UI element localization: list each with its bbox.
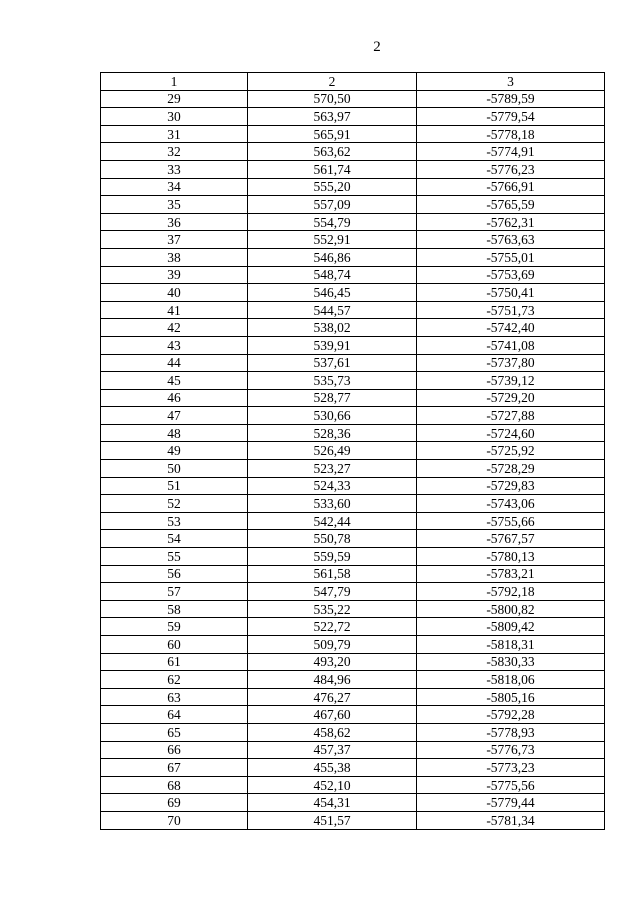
table-row [101, 636, 605, 654]
point-number-cell: 47 [101, 407, 248, 425]
header-row [101, 73, 605, 91]
x-value-cell: 523,27 [248, 460, 417, 478]
y-value-cell: -5775,56 [417, 776, 605, 794]
point-number-cell: 62 [101, 671, 248, 689]
table-row [101, 688, 605, 706]
x-value-cell: 528,77 [248, 389, 417, 407]
y-value-cell: -5778,18 [417, 125, 605, 143]
table-row [101, 160, 605, 178]
point-number-cell: 50 [101, 460, 248, 478]
x-value-cell: 533,60 [248, 495, 417, 513]
table-row [101, 248, 605, 266]
table-row [101, 231, 605, 249]
y-value-cell: -5755,66 [417, 512, 605, 530]
table-row [101, 759, 605, 777]
point-number-cell: 48 [101, 424, 248, 442]
table-row [101, 143, 605, 161]
y-value-cell: -5778,93 [417, 723, 605, 741]
page-number: 2 [373, 39, 381, 55]
x-value-cell: 458,62 [248, 723, 417, 741]
point-number-cell: 52 [101, 495, 248, 513]
x-value-cell: 522,72 [248, 618, 417, 636]
x-value-cell: 484,96 [248, 671, 417, 689]
x-value-cell: 493,20 [248, 653, 417, 671]
y-value-cell: -5773,23 [417, 759, 605, 777]
point-number-cell: 65 [101, 723, 248, 741]
x-value-cell: 476,27 [248, 688, 417, 706]
point-number-cell: 61 [101, 653, 248, 671]
table-row [101, 424, 605, 442]
x-value-cell: 535,73 [248, 372, 417, 390]
table-row [101, 442, 605, 460]
table-row [101, 512, 605, 530]
x-value-cell: 530,66 [248, 407, 417, 425]
table-row [101, 530, 605, 548]
y-value-cell: -5783,21 [417, 565, 605, 583]
y-value-cell: -5727,88 [417, 407, 605, 425]
table-row [101, 477, 605, 495]
table-row [101, 741, 605, 759]
point-number-cell: 59 [101, 618, 248, 636]
y-value-cell: -5779,44 [417, 794, 605, 812]
point-number-cell: 53 [101, 512, 248, 530]
y-value-cell: -5781,34 [417, 811, 605, 829]
table-row [101, 336, 605, 354]
table-row [101, 213, 605, 231]
y-value-cell: -5729,83 [417, 477, 605, 495]
point-number-cell: 67 [101, 759, 248, 777]
x-value-cell: 546,45 [248, 284, 417, 302]
x-value-cell: 552,91 [248, 231, 417, 249]
y-value-cell: -5737,80 [417, 354, 605, 372]
table-row [101, 548, 605, 566]
point-number-cell: 44 [101, 354, 248, 372]
table-row [101, 794, 605, 812]
table-row [101, 811, 605, 829]
y-value-cell: -5800,82 [417, 600, 605, 618]
y-value-cell: -5792,28 [417, 706, 605, 724]
x-value-cell: 547,79 [248, 583, 417, 601]
table-row [101, 196, 605, 214]
x-value-cell: 451,57 [248, 811, 417, 829]
y-value-cell: -5805,16 [417, 688, 605, 706]
x-value-cell: 524,33 [248, 477, 417, 495]
table-row [101, 723, 605, 741]
x-value-cell: 559,59 [248, 548, 417, 566]
point-number-cell: 41 [101, 301, 248, 319]
point-number-cell: 51 [101, 477, 248, 495]
y-value-cell: -5755,01 [417, 248, 605, 266]
y-value-cell: -5739,12 [417, 372, 605, 390]
table-body [101, 90, 605, 829]
x-value-cell: 557,09 [248, 196, 417, 214]
table-header [101, 73, 605, 91]
point-number-cell: 57 [101, 583, 248, 601]
y-value-cell: -5741,08 [417, 336, 605, 354]
y-value-cell: -5766,91 [417, 178, 605, 196]
point-number-cell: 39 [101, 266, 248, 284]
y-value-cell: -5792,18 [417, 583, 605, 601]
x-value-cell: 509,79 [248, 636, 417, 654]
y-value-cell: -5724,60 [417, 424, 605, 442]
point-number-cell: 42 [101, 319, 248, 337]
y-value-cell: -5743,06 [417, 495, 605, 513]
table-row [101, 266, 605, 284]
y-value-cell: -5779,54 [417, 108, 605, 126]
point-number-cell: 63 [101, 688, 248, 706]
point-number-cell: 60 [101, 636, 248, 654]
y-value-cell: -5728,29 [417, 460, 605, 478]
table-row [101, 90, 605, 108]
column-header-1: 1 [101, 73, 248, 91]
x-value-cell: 467,60 [248, 706, 417, 724]
y-value-cell: -5818,06 [417, 671, 605, 689]
point-number-cell: 32 [101, 143, 248, 161]
table-row [101, 319, 605, 337]
table-row [101, 125, 605, 143]
x-value-cell: 457,37 [248, 741, 417, 759]
y-value-cell: -5751,73 [417, 301, 605, 319]
y-value-cell: -5776,73 [417, 741, 605, 759]
x-value-cell: 455,38 [248, 759, 417, 777]
point-number-cell: 40 [101, 284, 248, 302]
y-value-cell: -5830,33 [417, 653, 605, 671]
x-value-cell: 538,02 [248, 319, 417, 337]
table-row [101, 776, 605, 794]
y-value-cell: -5762,31 [417, 213, 605, 231]
column-header-3: 3 [417, 73, 605, 91]
table-row [101, 407, 605, 425]
y-value-cell: -5750,41 [417, 284, 605, 302]
table-row [101, 600, 605, 618]
table-row [101, 372, 605, 390]
y-value-cell: -5742,40 [417, 319, 605, 337]
table-row [101, 565, 605, 583]
point-number-cell: 29 [101, 90, 248, 108]
y-value-cell: -5776,23 [417, 160, 605, 178]
point-number-cell: 31 [101, 125, 248, 143]
y-value-cell: -5789,59 [417, 90, 605, 108]
point-number-cell: 64 [101, 706, 248, 724]
x-value-cell: 454,31 [248, 794, 417, 812]
x-value-cell: 546,86 [248, 248, 417, 266]
point-number-cell: 33 [101, 160, 248, 178]
point-number-cell: 38 [101, 248, 248, 266]
table-row [101, 583, 605, 601]
x-value-cell: 544,57 [248, 301, 417, 319]
x-value-cell: 561,74 [248, 160, 417, 178]
point-number-cell: 35 [101, 196, 248, 214]
point-number-cell: 56 [101, 565, 248, 583]
x-value-cell: 535,22 [248, 600, 417, 618]
x-value-cell: 563,97 [248, 108, 417, 126]
x-value-cell: 565,91 [248, 125, 417, 143]
y-value-cell: -5725,92 [417, 442, 605, 460]
x-value-cell: 537,61 [248, 354, 417, 372]
table-row [101, 301, 605, 319]
point-number-cell: 49 [101, 442, 248, 460]
table-row [101, 389, 605, 407]
column-header-2: 2 [248, 73, 417, 91]
point-number-cell: 70 [101, 811, 248, 829]
point-number-cell: 30 [101, 108, 248, 126]
y-value-cell: -5780,13 [417, 548, 605, 566]
x-value-cell: 561,58 [248, 565, 417, 583]
point-number-cell: 69 [101, 794, 248, 812]
x-value-cell: 555,20 [248, 178, 417, 196]
x-value-cell: 542,44 [248, 512, 417, 530]
table-row [101, 618, 605, 636]
y-value-cell: -5774,91 [417, 143, 605, 161]
x-value-cell: 548,74 [248, 266, 417, 284]
point-number-cell: 46 [101, 389, 248, 407]
x-value-cell: 539,91 [248, 336, 417, 354]
point-number-cell: 55 [101, 548, 248, 566]
point-number-cell: 36 [101, 213, 248, 231]
table-row [101, 671, 605, 689]
x-value-cell: 563,62 [248, 143, 417, 161]
coordinates-table [100, 72, 605, 830]
y-value-cell: -5753,69 [417, 266, 605, 284]
x-value-cell: 550,78 [248, 530, 417, 548]
table-row [101, 706, 605, 724]
x-value-cell: 526,49 [248, 442, 417, 460]
x-value-cell: 452,10 [248, 776, 417, 794]
point-number-cell: 43 [101, 336, 248, 354]
point-number-cell: 45 [101, 372, 248, 390]
x-value-cell: 554,79 [248, 213, 417, 231]
table-row [101, 653, 605, 671]
y-value-cell: -5765,59 [417, 196, 605, 214]
point-number-cell: 34 [101, 178, 248, 196]
point-number-cell: 68 [101, 776, 248, 794]
point-number-cell: 58 [101, 600, 248, 618]
table-row [101, 284, 605, 302]
y-value-cell: -5809,42 [417, 618, 605, 636]
x-value-cell: 528,36 [248, 424, 417, 442]
y-value-cell: -5763,63 [417, 231, 605, 249]
point-number-cell: 54 [101, 530, 248, 548]
y-value-cell: -5767,57 [417, 530, 605, 548]
y-value-cell: -5818,31 [417, 636, 605, 654]
point-number-cell: 66 [101, 741, 248, 759]
y-value-cell: -5729,20 [417, 389, 605, 407]
table-row [101, 108, 605, 126]
x-value-cell: 570,50 [248, 90, 417, 108]
table-row [101, 495, 605, 513]
table-row [101, 178, 605, 196]
point-number-cell: 37 [101, 231, 248, 249]
table-row [101, 354, 605, 372]
table-row [101, 460, 605, 478]
